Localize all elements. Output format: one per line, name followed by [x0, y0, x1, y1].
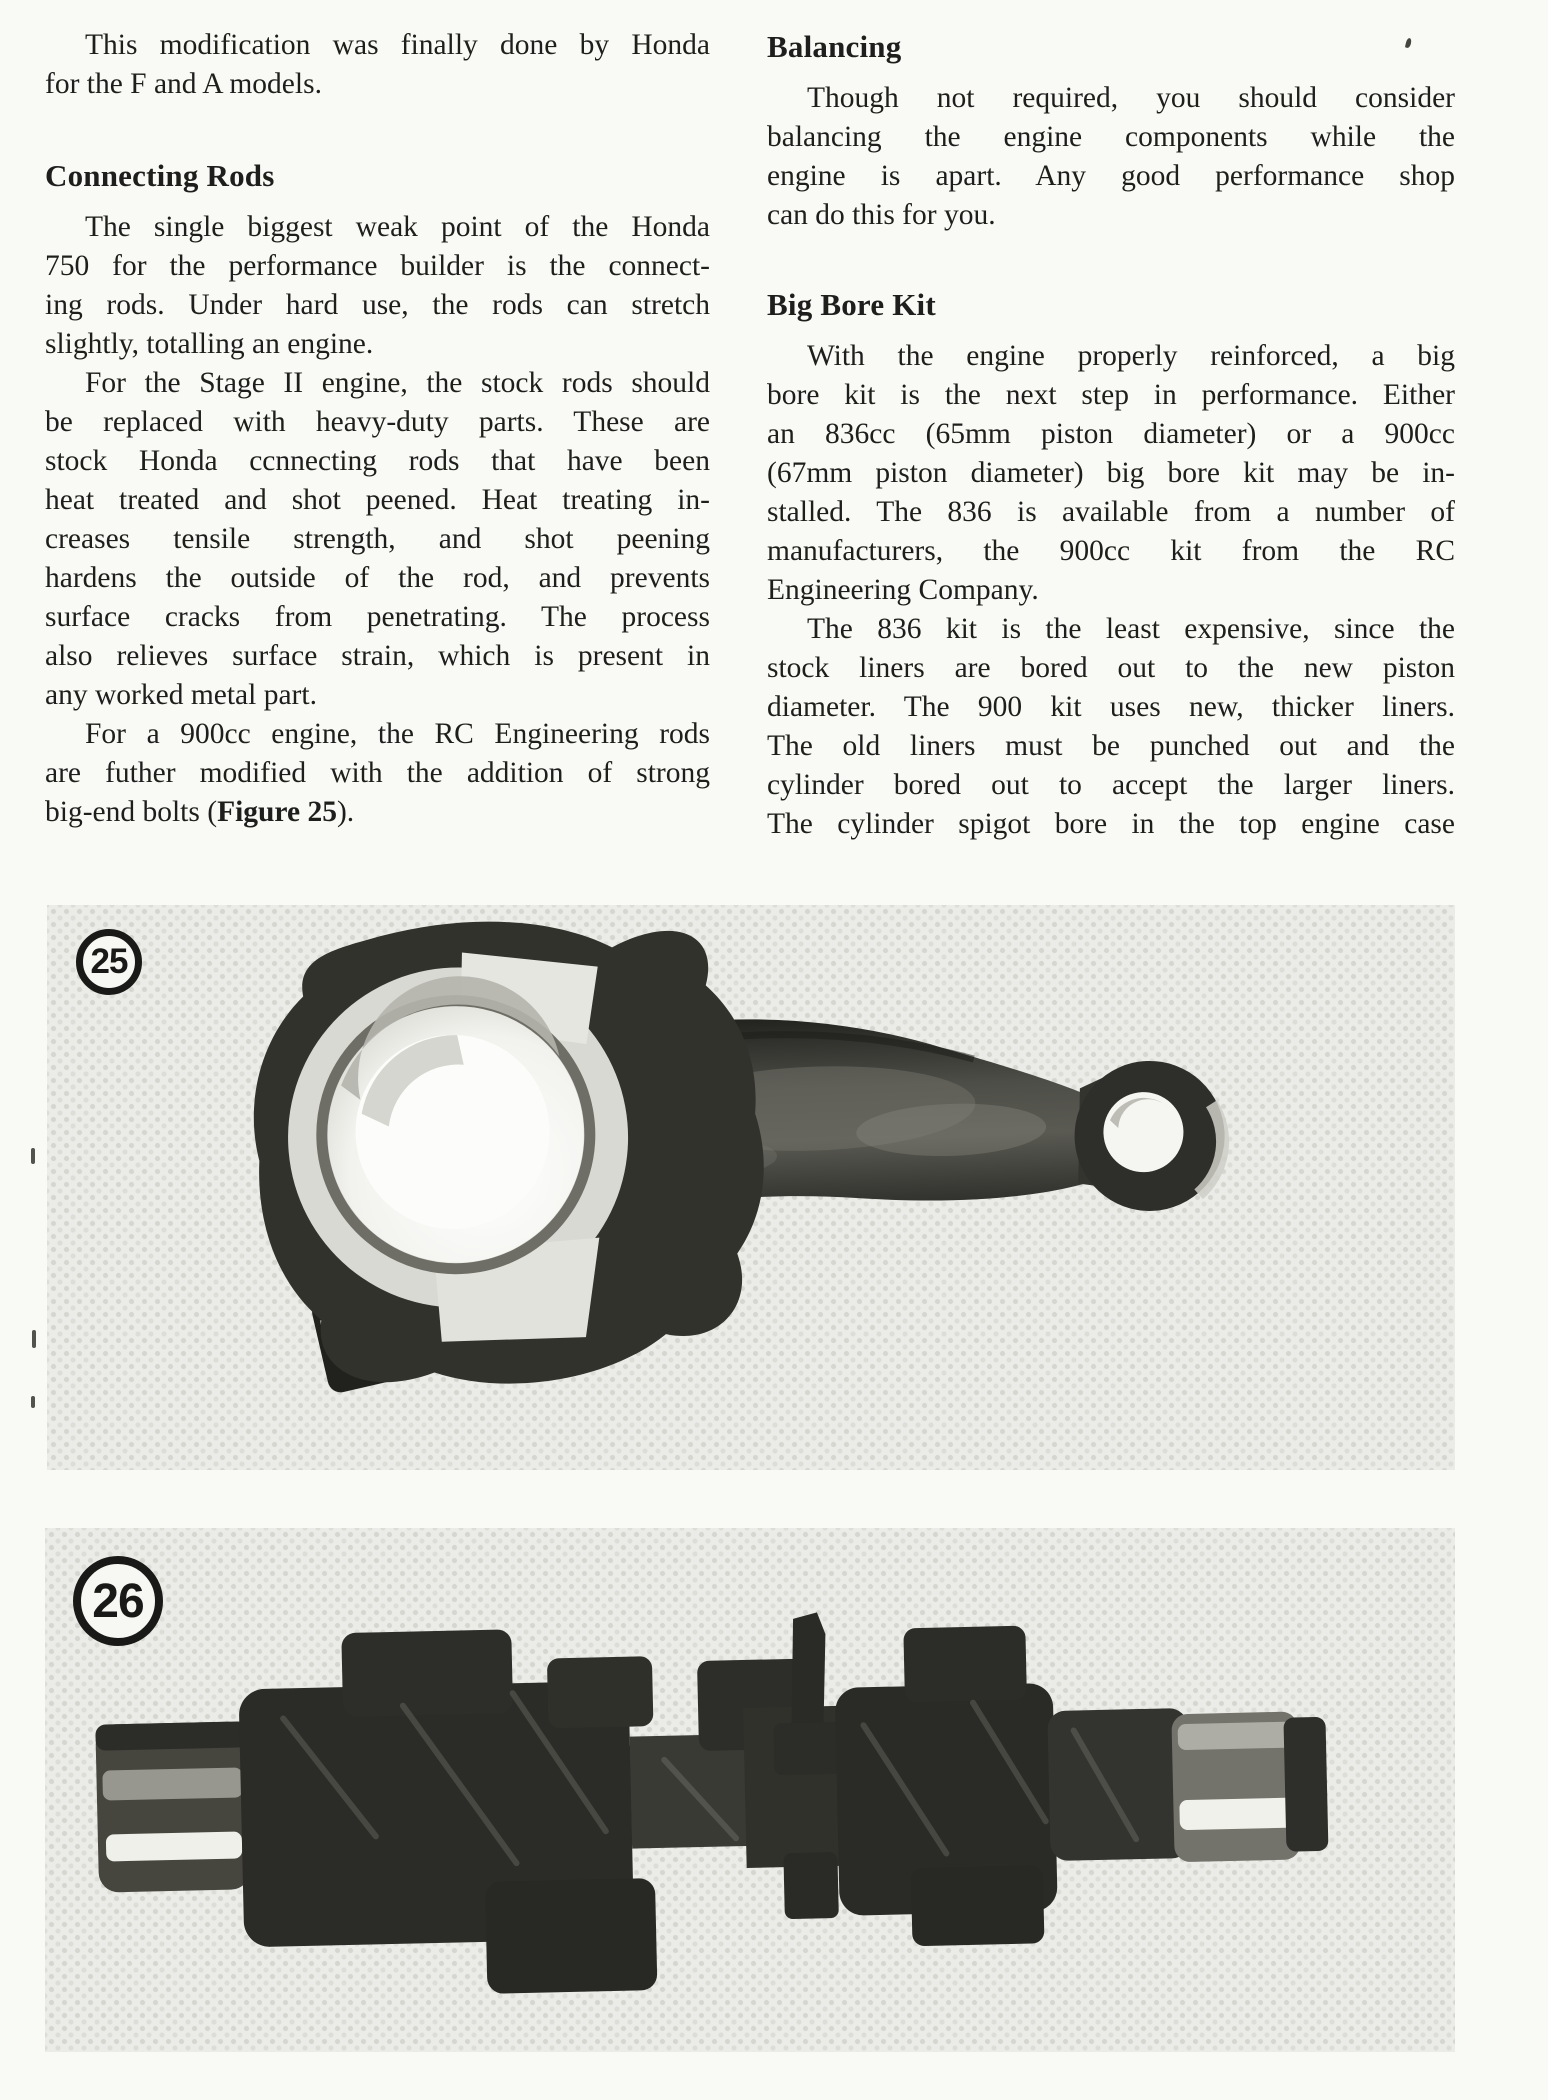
figure-26-photo [45, 1528, 1455, 2052]
figure-25-photo [47, 905, 1455, 1470]
paragraph-836-kit: The 836 kit is the least expensive, since the stock liners are bored out to the new piston diameter. The 900 kit uses new, thicker liners. The old liners must be punched out and the cylinder bored out to accept the larger liners. The cylinder spigot bore in the top engine case [767, 613, 1455, 840]
scan-artifact [31, 1396, 35, 1408]
figure-26-badge: 26 [73, 1556, 163, 1646]
paragraph-intro: This modification was finally done by Honda for the F and A models. [45, 29, 710, 100]
paragraph-stage2: For the Stage II engine, the stock rods should be replaced with heavy-duty parts. These are stock Honda ccnnecting rods that have been heat treated and shot peened. Heat treating in- creases tensile strength, and shot peening hardens the outside of the rod, and prevents surface cracks from penetrating. The process also relieves surface strain, which is present in any worked metal part. [45, 367, 710, 711]
paragraph-900cc [45, 715, 710, 832]
figure-25-reference: Figure 25 [217, 796, 337, 828]
paragraph-900cc-lines: For a 900cc engine, the RC Engineering rods are futher modified with the addition of strong [45, 718, 710, 789]
text-columns [45, 26, 1455, 844]
connecting-rod-illustration [47, 905, 1455, 1470]
scan-artifact [32, 1330, 36, 1348]
paragraph-weak-point: The single biggest weak point of the Honda 750 for the performance builder is the connect- ing rods. Under hard use, the rods can stretch slightly, totalling an engine. [45, 211, 710, 360]
heading-connecting-rods: Connecting Rods [45, 158, 275, 193]
camshaft-illustration [45, 1528, 1455, 2052]
scan-artifact [31, 1148, 35, 1164]
figure-reference-pre: big-end bolts ( [45, 796, 218, 828]
left-column [45, 26, 710, 844]
paragraph-900cc-last-line [45, 793, 710, 832]
paragraph-big-bore: With the engine properly reinforced, a big bore kit is the next step in performance. Either an 836cc (65mm piston diameter) or a 900cc (67mm piston diameter) big bore kit may be in- stalled. The 836 is available from a number of manufacturers, the 900cc kit from the RC Engineering Company. [767, 340, 1455, 606]
figure-25-badge: 25 [76, 929, 142, 995]
figure-reference-post: ). [336, 796, 355, 828]
heading-big-bore-kit: Big Bore Kit [767, 287, 936, 322]
right-column [767, 26, 1455, 844]
heading-balancing: Balancing [767, 29, 902, 64]
paragraph-balancing: Though not required, you should consider balancing the engine components while the engine is apart. Any good performance shop can do this for you. [767, 82, 1455, 231]
